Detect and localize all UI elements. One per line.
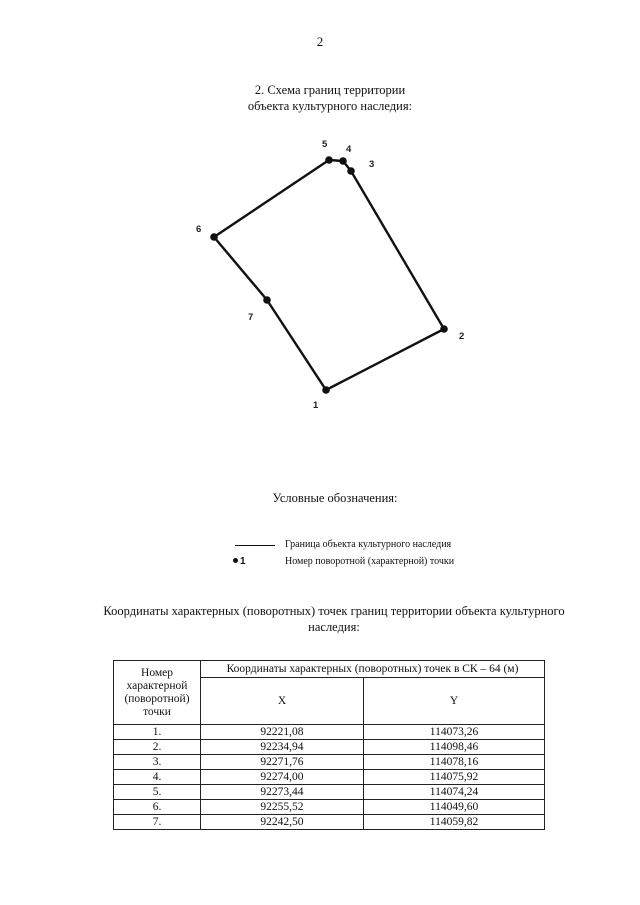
cell-y: 114049,60 bbox=[363, 800, 544, 815]
header-x: X bbox=[201, 678, 364, 725]
point-marker-1 bbox=[322, 386, 330, 394]
point-marker-4 bbox=[339, 157, 347, 165]
scheme-title-line-2: объекта культурного наследия: bbox=[247, 99, 413, 113]
cell-number: 3. bbox=[114, 755, 201, 770]
cell-number: 5. bbox=[114, 785, 201, 800]
scheme-title-line-1: 2. Схема границ территории bbox=[254, 83, 406, 97]
legend-boundary-line bbox=[235, 545, 275, 546]
header-y: Y bbox=[363, 678, 544, 725]
cell-number: 1. bbox=[114, 725, 201, 740]
header-coordinates: Координаты характерных (поворотных) точек в СК – 64 (м) bbox=[201, 661, 545, 678]
point-marker-7 bbox=[263, 296, 271, 304]
cell-x: 92221,08 bbox=[201, 725, 364, 740]
table-body bbox=[114, 725, 545, 830]
cell-number: 4. bbox=[114, 770, 201, 785]
page-number: 2 bbox=[316, 34, 324, 49]
cell-x: 92242,50 bbox=[201, 815, 364, 830]
cell-x: 92274,00 bbox=[201, 770, 364, 785]
cell-y: 114098,46 bbox=[363, 740, 544, 755]
point-label-6: 6 bbox=[196, 224, 202, 235]
point-label-3: 3 bbox=[369, 159, 375, 170]
legend-title: Условные обозначения: bbox=[272, 491, 398, 505]
point-label-7: 7 bbox=[248, 312, 254, 323]
table-row bbox=[114, 800, 545, 815]
legend-point-number: 1 bbox=[240, 556, 246, 567]
legend-point-symbol bbox=[233, 556, 246, 567]
cell-y: 114059,82 bbox=[363, 815, 544, 830]
point-marker-5 bbox=[325, 156, 333, 164]
cell-x: 92271,76 bbox=[201, 755, 364, 770]
point-label-4: 4 bbox=[346, 144, 352, 155]
cell-x: 92273,44 bbox=[201, 785, 364, 800]
legend-point-label: Номер поворотной (характерной) точки bbox=[285, 556, 455, 567]
cell-y: 114078,16 bbox=[363, 755, 544, 770]
coordinates-table bbox=[113, 660, 545, 830]
legend-boundary-label: Граница объекта культурного наследия bbox=[285, 539, 452, 550]
point-marker-6 bbox=[210, 233, 218, 241]
cell-x: 92255,52 bbox=[201, 800, 364, 815]
cell-y: 114075,92 bbox=[363, 770, 544, 785]
table-row bbox=[114, 770, 545, 785]
point-label-5: 5 bbox=[322, 139, 328, 150]
table-row bbox=[114, 815, 545, 830]
table-row bbox=[114, 740, 545, 755]
cell-y: 114074,24 bbox=[363, 785, 544, 800]
point-label-1: 1 bbox=[313, 400, 319, 411]
legend-dot-icon bbox=[233, 558, 238, 563]
coords-title bbox=[60, 603, 608, 635]
point-marker-3 bbox=[347, 167, 355, 175]
coords-title-line-1: Координаты характерных (поворотных) точек границ территории объекта культурного bbox=[103, 604, 565, 618]
cell-number: 6. bbox=[114, 800, 201, 815]
coords-title-line-2: наследия: bbox=[308, 620, 360, 634]
table-row bbox=[114, 725, 545, 740]
table-row bbox=[114, 785, 545, 800]
cell-number: 7. bbox=[114, 815, 201, 830]
cell-x: 92234,94 bbox=[201, 740, 364, 755]
table-row bbox=[114, 755, 545, 770]
point-label-2: 2 bbox=[459, 331, 465, 342]
point-marker-2 bbox=[440, 325, 448, 333]
cell-y: 114073,26 bbox=[363, 725, 544, 740]
cell-number: 2. bbox=[114, 740, 201, 755]
header-point-number: Номер характерной (поворотной) точки bbox=[114, 661, 201, 725]
boundary-polygon bbox=[214, 160, 444, 390]
